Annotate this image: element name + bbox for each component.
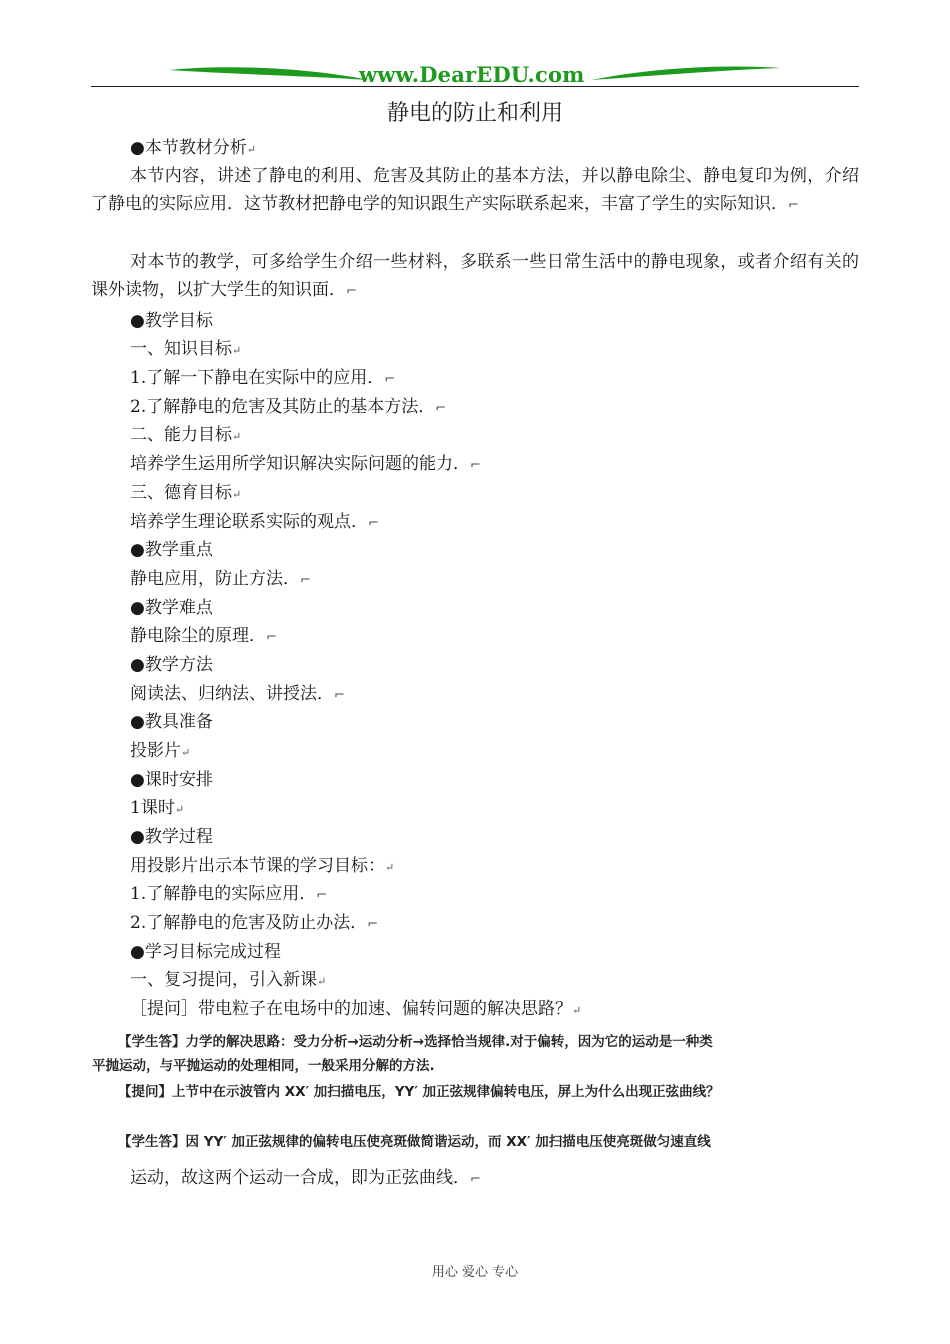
page-title: 静电的防止和利用 xyxy=(386,101,563,126)
site-logo: www.DearEDU.com xyxy=(359,62,585,87)
paragraph: 本节内容，讲述了静电的利用、危害及其防止的基本方法，并以静电除尘、静电复印为例，介绍了静电的实际应用．这节教材把静电学的知识跟生产实际联系起来，丰富了学生的实际知识．⌐ xyxy=(91,166,859,214)
text-line: 1课时↵ xyxy=(130,798,185,818)
text-line: 静电除尘的原理．⌐ xyxy=(130,626,277,646)
section-heading: ●教具准备 xyxy=(130,712,213,732)
text-line: 培养学生运用所学知识解决实际问题的能力．⌐ xyxy=(130,454,481,474)
section-heading: ●教学目标 xyxy=(130,311,213,331)
section-heading: ●学习目标完成过程 xyxy=(130,942,281,962)
text-line: 培养学生理论联系实际的观点．⌐ xyxy=(130,512,379,532)
student-answer-line: 【学生答】因 YY′ 加正弦规律的偏转电压使亮斑做简谐运动，而 XX′ 加扫描电压使亮斑做匀速直线 xyxy=(118,1134,711,1150)
header-banner xyxy=(91,58,859,90)
student-answer-line: 平抛运动，与平抛运动的处理相同，一般采用分解的方法. xyxy=(92,1058,435,1074)
student-answer-line: 【学生答】力学的解决思路：受力分析→运动分析→选择恰当规律.对于偏转，因为它的运动是一种类 xyxy=(118,1034,713,1050)
question-line: 【提问】上节中在示波管内 XX′ 加扫描电压，YY′ 加正弦规律偏转电压，屏上为什么出现正弦曲线？ xyxy=(118,1084,720,1100)
subheading: 一、复习提问，引入新课↵ xyxy=(130,970,327,990)
section-heading: ●教学方法 xyxy=(130,655,213,675)
list-item: 1.了解静电的实际应用．⌐ xyxy=(130,884,328,904)
question-line: ［提问］带电粒子在电场中的加速、偏转问题的解决思路？↵ xyxy=(130,999,582,1019)
subheading: 三、德育目标↵ xyxy=(130,483,242,503)
text-line: 阅读法、归纳法、讲授法．⌐ xyxy=(130,684,345,704)
section-heading: ●教学难点 xyxy=(130,598,213,618)
left-swoosh-icon xyxy=(169,58,369,84)
header-rule xyxy=(91,86,859,87)
section-heading: ●本节教材分析↵ xyxy=(130,138,257,158)
subheading: 二、能力目标↵ xyxy=(130,425,242,445)
list-item: 2.了解静电的危害及防止办法．⌐ xyxy=(130,913,379,933)
page-footer: 用心 爱心 专心 xyxy=(431,1265,519,1280)
text-line: 用投影片出示本节课的学习目标：↵ xyxy=(130,856,395,876)
text-line: 投影片↵ xyxy=(130,741,191,761)
list-item: 2.了解静电的危害及其防止的基本方法．⌐ xyxy=(130,397,447,417)
subheading: 一、知识目标↵ xyxy=(130,339,242,359)
section-heading: ●教学重点 xyxy=(130,540,213,560)
paragraph: 对本节的教学，可多给学生介绍一些材料，多联系一些日常生活中的静电现象，或者介绍有关的课外读物，以扩大学生的知识面．⌐ xyxy=(91,252,859,300)
text-line: 运动，故这两个运动一合成，即为正弦曲线．⌐ xyxy=(130,1168,481,1188)
right-swoosh-icon xyxy=(591,58,781,84)
list-item: 1.了解一下静电在实际中的应用．⌐ xyxy=(130,368,396,388)
text-line: 静电应用，防止方法．⌐ xyxy=(130,569,311,589)
section-heading: ●教学过程 xyxy=(130,827,213,847)
section-heading: ●课时安排 xyxy=(130,770,213,790)
